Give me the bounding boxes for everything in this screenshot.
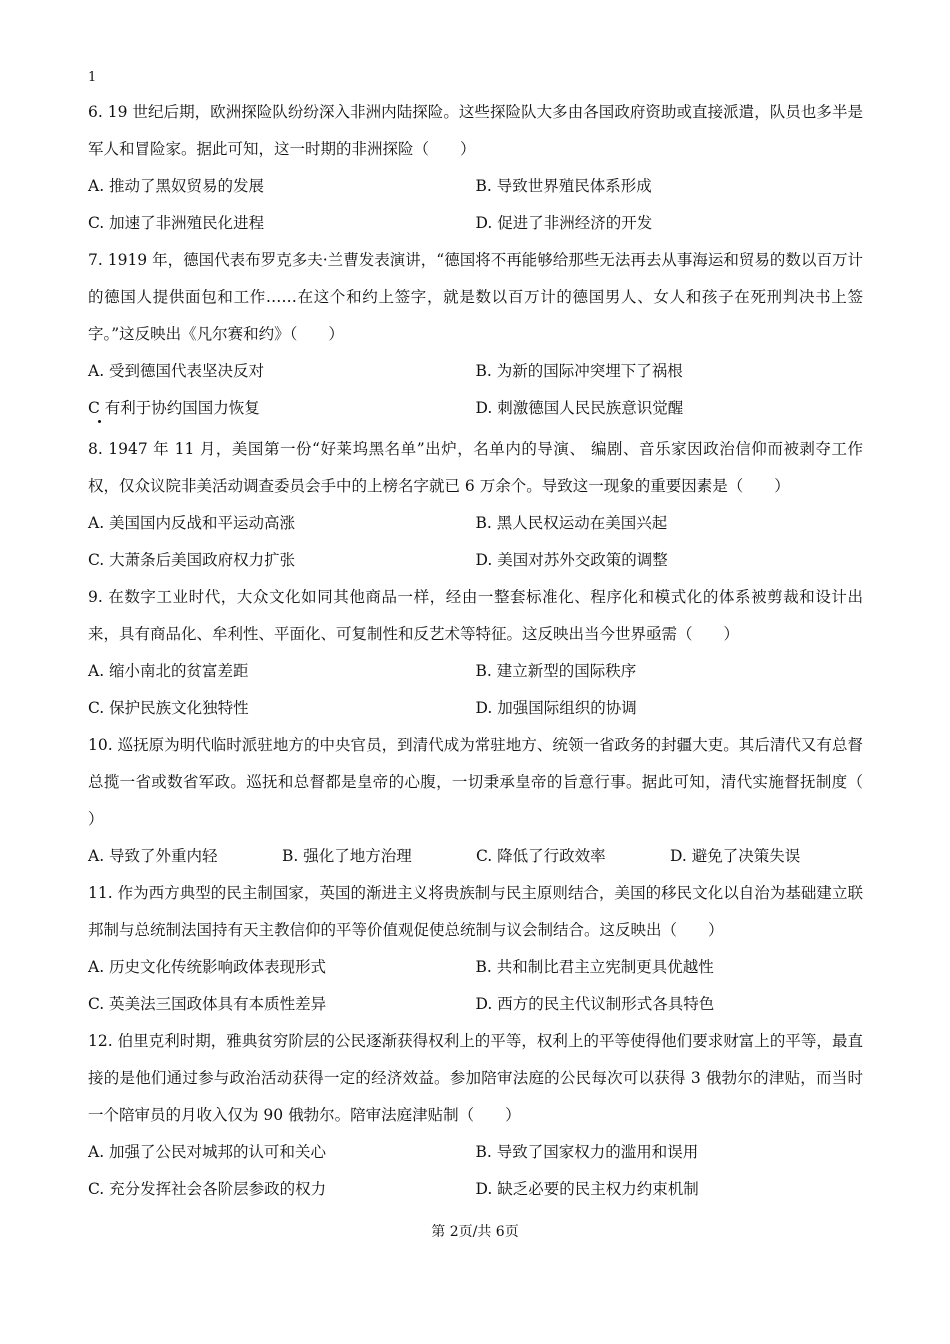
option-d: D. 西方的民主代议制形式各具特色 — [475, 995, 715, 1013]
option-b: B. 强化了地方治理 — [282, 847, 412, 865]
option-a: A. 推动了黑奴贸易的发展 — [88, 177, 265, 195]
option-b: B. 共和制比君主立宪制更具优越性 — [475, 958, 714, 976]
question-stem: 7. 1919 年，德国代表布罗克多夫·兰曹发表演讲，“德国将不再能够给那些无法再去从事海运和贸易的数以百万计的德国人提供面包和工作……在这个和约上签字，就是数以百万计的德国男人、女人和孩子在死刑判决书上签字。”这反映出《凡尔赛和约》（ ） — [88, 251, 863, 343]
question-6 — [88, 94, 863, 242]
question-stem: 12. 伯里克利时期，雅典贫穷阶层的公民逐渐获得权利上的平等，权利上的平等使得他们要求财富上的平等，最直接的是他们通过参与政治活动获得一定的经济效益。参加陪审法庭的公民每次可以获得 3 俄勃尔的津贴，而当时一个陪审员的月收入仅为 90 俄勃尔。陪审法庭津贴制（ ） — [88, 1032, 863, 1124]
option-c: C 有利于协约国国力恢复 — [88, 399, 260, 417]
option-d: D. 促进了非洲经济的开发 — [475, 214, 653, 232]
option-d: D. 刺激德国人民民族意识觉醒 — [475, 399, 684, 417]
option-b: B. 导致世界殖民体系形成 — [475, 177, 652, 195]
option-a: A. 缩小南北的贫富差距 — [88, 662, 249, 680]
question-list — [88, 94, 895, 1208]
question-7 — [88, 242, 863, 431]
option-c: C. 大萧条后美国政府权力扩张 — [88, 551, 296, 569]
option-a: A. 历史文化传统影响政体表现形式 — [88, 958, 327, 976]
option-list — [88, 168, 863, 242]
option-list — [88, 505, 863, 579]
option-d: D. 避免了决策失误 — [670, 847, 801, 865]
option-c: C. 保护民族文化独特性 — [88, 699, 249, 717]
option-c: C. 降低了行政效率 — [476, 847, 606, 865]
option-a: A. 加强了公民对城邦的认可和关心 — [88, 1143, 327, 1161]
option-a: A. 美国国内反战和平运动高涨 — [88, 514, 296, 532]
option-list — [88, 653, 863, 727]
question-9 — [88, 579, 863, 727]
question-12 — [88, 1023, 863, 1208]
page-corner-mark: 1 — [88, 70, 97, 85]
page-footer: 第 2页/共 6页 — [431, 1224, 519, 1240]
option-list — [88, 949, 863, 1023]
option-list — [88, 838, 863, 875]
question-stem: 8. 1947 年 11 月，美国第一份“好莱坞黑名单”出炉，名单内的导演、 编剧、音乐家因政治信仰而被剥夺工作权，仅众议院非美活动调查委员会手中的上榜名字就已 6 万余个。导致这一现象的重要因素是（ ） — [88, 440, 863, 495]
question-8 — [88, 431, 863, 579]
question-stem: 11. 作为西方典型的民主制国家，英国的渐进主义将贵族制与民主原则结合，美国的移民文化以自治为基础建立联邦制与总统制法国持有天主教信仰的平等价值观促使总统制与议会制结合。这反映出（ ） — [88, 884, 863, 939]
option-b: B. 黑人民权运动在美国兴起 — [475, 514, 668, 532]
question-stem: 10. 巡抚原为明代临时派驻地方的中央官员，到清代成为常驻地方、统领一省政务的封疆大吏。其后清代又有总督总揽一省或数省军政。巡抚和总督都是皇帝的心腹，一切秉承皇帝的旨意行事。据此可知，清代实施督抚制度（ ） — [88, 736, 895, 828]
question-10 — [88, 727, 895, 875]
option-a: A. 受到德国代表坚决反对 — [88, 362, 265, 380]
option-c: C. 加速了非洲殖民化进程 — [88, 214, 265, 232]
question-11 — [88, 875, 863, 1023]
option-d: D. 美国对苏外交政策的调整 — [475, 551, 668, 569]
option-b: B. 建立新型的国际秩序 — [475, 662, 637, 680]
question-stem: 9. 在数字工业时代，大众文化如同其他商品一样，经由一整套标准化、程序化和模式化的体系被剪裁和设计出来，具有商品化、牟利性、平面化、可复制性和反艺术等特征。这反映出当今世界亟需（ ） — [88, 588, 863, 643]
option-c: C. 充分发挥社会各阶层参政的权力 — [88, 1180, 327, 1198]
option-list — [88, 353, 863, 427]
option-d: D. 缺乏必要的民主权力约束机制 — [475, 1180, 699, 1198]
option-a: A. 导致了外重内轻 — [88, 847, 218, 865]
question-stem: 6. 19 世纪后期，欧洲探险队纷纷深入非洲内陆探险。这些探险队大多由各国政府资助或直接派遣，队员也多半是军人和冒险家。据此可知，这一时期的非洲探险（ ） — [88, 103, 863, 158]
option-list — [88, 1134, 863, 1208]
option-b: B. 为新的国际冲突埋下了祸根 — [475, 362, 683, 380]
option-d: D. 加强国际组织的协调 — [475, 699, 637, 717]
option-b: B. 导致了国家权力的滥用和误用 — [475, 1143, 699, 1161]
option-c: C. 英美法三国政体具有本质性差异 — [88, 995, 327, 1013]
